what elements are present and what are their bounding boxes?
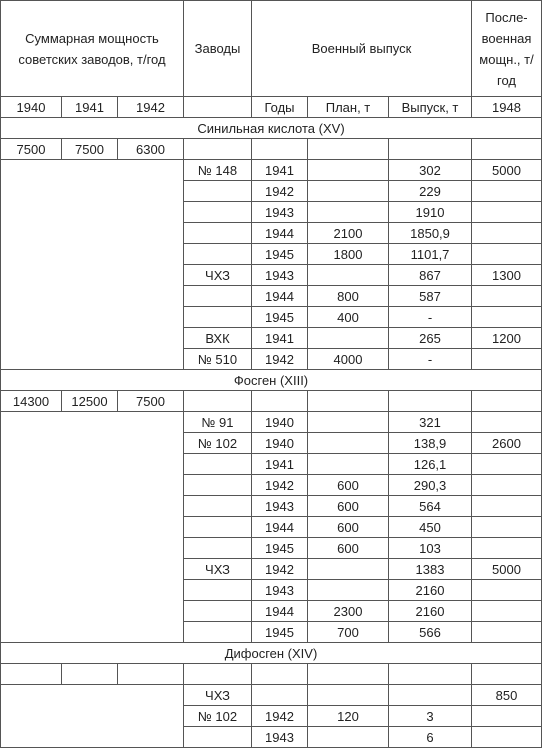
postwar-cell [472, 601, 542, 622]
postwar-cell: 5000 [472, 559, 542, 580]
military-header: Военный выпуск [252, 1, 472, 97]
years-header: Годы [252, 97, 308, 118]
capacity-row-blank [389, 391, 472, 412]
capacity-value [62, 664, 118, 685]
postwar-cell [472, 454, 542, 475]
postwar-cell: 1300 [472, 265, 542, 286]
year-cell [252, 685, 308, 706]
output-cell: - [389, 307, 472, 328]
plant-cell: № 91 [184, 412, 252, 433]
plan-header: План, т [308, 97, 389, 118]
output-cell: 566 [389, 622, 472, 643]
plan-cell: 800 [308, 286, 389, 307]
plan-cell: 120 [308, 706, 389, 727]
year-cell: 1945 [252, 622, 308, 643]
year-cell: 1942 [252, 181, 308, 202]
capacity-row-blank [472, 391, 542, 412]
postwar-cell [472, 244, 542, 265]
postwar-cell [472, 580, 542, 601]
section-title-row [1, 370, 542, 391]
plant-cell [184, 580, 252, 601]
capacity-row-blank [252, 139, 308, 160]
postwar-cell [472, 349, 542, 370]
output-header: Выпуск, т [389, 97, 472, 118]
postwar-cell [472, 307, 542, 328]
table-row [1, 685, 542, 706]
plan-cell: 2100 [308, 223, 389, 244]
postwar-cell [472, 412, 542, 433]
plant-cell [184, 538, 252, 559]
plan-cell [308, 727, 389, 748]
output-cell: 138,9 [389, 433, 472, 454]
capacity-value: 7500 [1, 139, 62, 160]
postwar-cell [472, 223, 542, 244]
year-cell: 1941 [252, 160, 308, 181]
plan-cell [308, 454, 389, 475]
year-cell: 1942 [252, 349, 308, 370]
plant-cell [184, 454, 252, 475]
postwar-cell: 2600 [472, 433, 542, 454]
table-row [1, 412, 542, 433]
capacity-row-blank [184, 391, 252, 412]
plan-cell [308, 181, 389, 202]
output-cell: 229 [389, 181, 472, 202]
capacity-row-blank [252, 664, 308, 685]
section-title: Фосген (XIII) [1, 370, 542, 391]
capacity-value: 7500 [62, 139, 118, 160]
capacity-empty-span [1, 685, 184, 748]
plan-cell [308, 160, 389, 181]
capacity-empty-span [1, 412, 184, 643]
year-cell: 1943 [252, 496, 308, 517]
plant-cell: № 102 [184, 433, 252, 454]
year-cell: 1945 [252, 307, 308, 328]
section-title: Синильная кислота (XV) [1, 118, 542, 139]
output-cell: 3 [389, 706, 472, 727]
header-row [1, 1, 542, 97]
capacity-row-blank [308, 664, 389, 685]
plant-cell [184, 307, 252, 328]
plants-header: Заводы [184, 1, 252, 97]
postwar-cell [472, 181, 542, 202]
output-cell: 2160 [389, 601, 472, 622]
table-row [1, 160, 542, 181]
postwar-cell [472, 475, 542, 496]
year-cell: 1944 [252, 286, 308, 307]
plan-cell: 600 [308, 496, 389, 517]
plan-cell: 600 [308, 517, 389, 538]
output-cell: 302 [389, 160, 472, 181]
output-cell: 564 [389, 496, 472, 517]
plant-cell [184, 601, 252, 622]
output-cell: 6 [389, 727, 472, 748]
plan-cell [308, 559, 389, 580]
plant-cell [184, 223, 252, 244]
output-cell: 1850,9 [389, 223, 472, 244]
capacity-row-blank [389, 139, 472, 160]
postwar-cell: 5000 [472, 160, 542, 181]
postwar-cell [472, 706, 542, 727]
capacity-row-blank [184, 139, 252, 160]
output-cell: 103 [389, 538, 472, 559]
capacity-row [1, 391, 542, 412]
capacity-row-blank [184, 664, 252, 685]
plan-cell [308, 265, 389, 286]
capacity-row-blank [389, 664, 472, 685]
capacity-value: 7500 [118, 391, 184, 412]
plan-cell [308, 202, 389, 223]
output-cell: 2160 [389, 580, 472, 601]
year-cell: 1945 [252, 244, 308, 265]
plant-cell [184, 181, 252, 202]
postwar-cell [472, 622, 542, 643]
output-cell [389, 685, 472, 706]
plant-cell [184, 517, 252, 538]
postwar-cell [472, 538, 542, 559]
plant-cell: ЧХЗ [184, 265, 252, 286]
plant-cell [184, 286, 252, 307]
plant-cell [184, 244, 252, 265]
plan-cell: 600 [308, 475, 389, 496]
postwar-cell [472, 727, 542, 748]
year-cell: 1944 [252, 223, 308, 244]
year-cell: 1941 [252, 454, 308, 475]
year-1940-header: 1940 [1, 97, 62, 118]
plant-cell: ЧХЗ [184, 685, 252, 706]
plant-cell [184, 475, 252, 496]
plant-cell [184, 202, 252, 223]
output-cell: 1101,7 [389, 244, 472, 265]
postwar-cell: 1200 [472, 328, 542, 349]
output-cell: 450 [389, 517, 472, 538]
plant-cell [184, 496, 252, 517]
year-cell: 1943 [252, 580, 308, 601]
output-cell: 1383 [389, 559, 472, 580]
postwar-cell: 850 [472, 685, 542, 706]
plant-cell [184, 727, 252, 748]
capacity-value: 12500 [62, 391, 118, 412]
plant-cell: ВХК [184, 328, 252, 349]
plan-cell [308, 412, 389, 433]
output-cell: 867 [389, 265, 472, 286]
year-cell: 1942 [252, 475, 308, 496]
plant-cell: № 148 [184, 160, 252, 181]
capacity-row [1, 139, 542, 160]
capacity-row-blank [472, 139, 542, 160]
year-cell: 1943 [252, 202, 308, 223]
capacity-row-blank [252, 391, 308, 412]
subheader-row [1, 97, 542, 118]
postwar-cell [472, 496, 542, 517]
year-cell: 1942 [252, 706, 308, 727]
output-cell: 321 [389, 412, 472, 433]
postwar-header: После-военная мощн., т/год [472, 1, 542, 97]
plant-cell: № 510 [184, 349, 252, 370]
plant-cell: № 102 [184, 706, 252, 727]
year-cell: 1944 [252, 517, 308, 538]
postwar-cell [472, 202, 542, 223]
year-cell: 1945 [252, 538, 308, 559]
output-cell: 587 [389, 286, 472, 307]
output-cell: 1910 [389, 202, 472, 223]
section-title: Дифосген (XIV) [1, 643, 542, 664]
year-1941-header: 1941 [62, 97, 118, 118]
plan-cell: 700 [308, 622, 389, 643]
capacity-value: 6300 [118, 139, 184, 160]
capacity-value: 14300 [1, 391, 62, 412]
plan-cell [308, 328, 389, 349]
plan-cell: 2300 [308, 601, 389, 622]
section-title-row [1, 643, 542, 664]
plan-cell [308, 580, 389, 601]
plants-subheader-empty [184, 97, 252, 118]
capacity-value [118, 664, 184, 685]
plan-cell [308, 685, 389, 706]
plant-cell: ЧХЗ [184, 559, 252, 580]
plant-cell [184, 622, 252, 643]
capacity-row [1, 664, 542, 685]
output-cell: - [389, 349, 472, 370]
year-cell: 1942 [252, 559, 308, 580]
capacity-empty-span [1, 160, 184, 370]
capacity-row-blank [472, 664, 542, 685]
year-cell: 1940 [252, 433, 308, 454]
year-1948-header: 1948 [472, 97, 542, 118]
capacity-header: Суммарная мощность советских заводов, т/год [1, 1, 184, 97]
table-body [1, 1, 542, 748]
postwar-cell [472, 286, 542, 307]
year-cell: 1943 [252, 265, 308, 286]
year-cell: 1943 [252, 727, 308, 748]
postwar-cell [472, 517, 542, 538]
plan-cell [308, 433, 389, 454]
year-cell: 1941 [252, 328, 308, 349]
plan-cell: 4000 [308, 349, 389, 370]
plan-cell: 400 [308, 307, 389, 328]
output-cell: 290,3 [389, 475, 472, 496]
plan-cell: 1800 [308, 244, 389, 265]
year-1942-header: 1942 [118, 97, 184, 118]
year-cell: 1940 [252, 412, 308, 433]
section-title-row [1, 118, 542, 139]
output-cell: 126,1 [389, 454, 472, 475]
year-cell: 1944 [252, 601, 308, 622]
capacity-value [1, 664, 62, 685]
capacity-row-blank [308, 139, 389, 160]
plan-cell: 600 [308, 538, 389, 559]
output-cell: 265 [389, 328, 472, 349]
capacity-row-blank [308, 391, 389, 412]
